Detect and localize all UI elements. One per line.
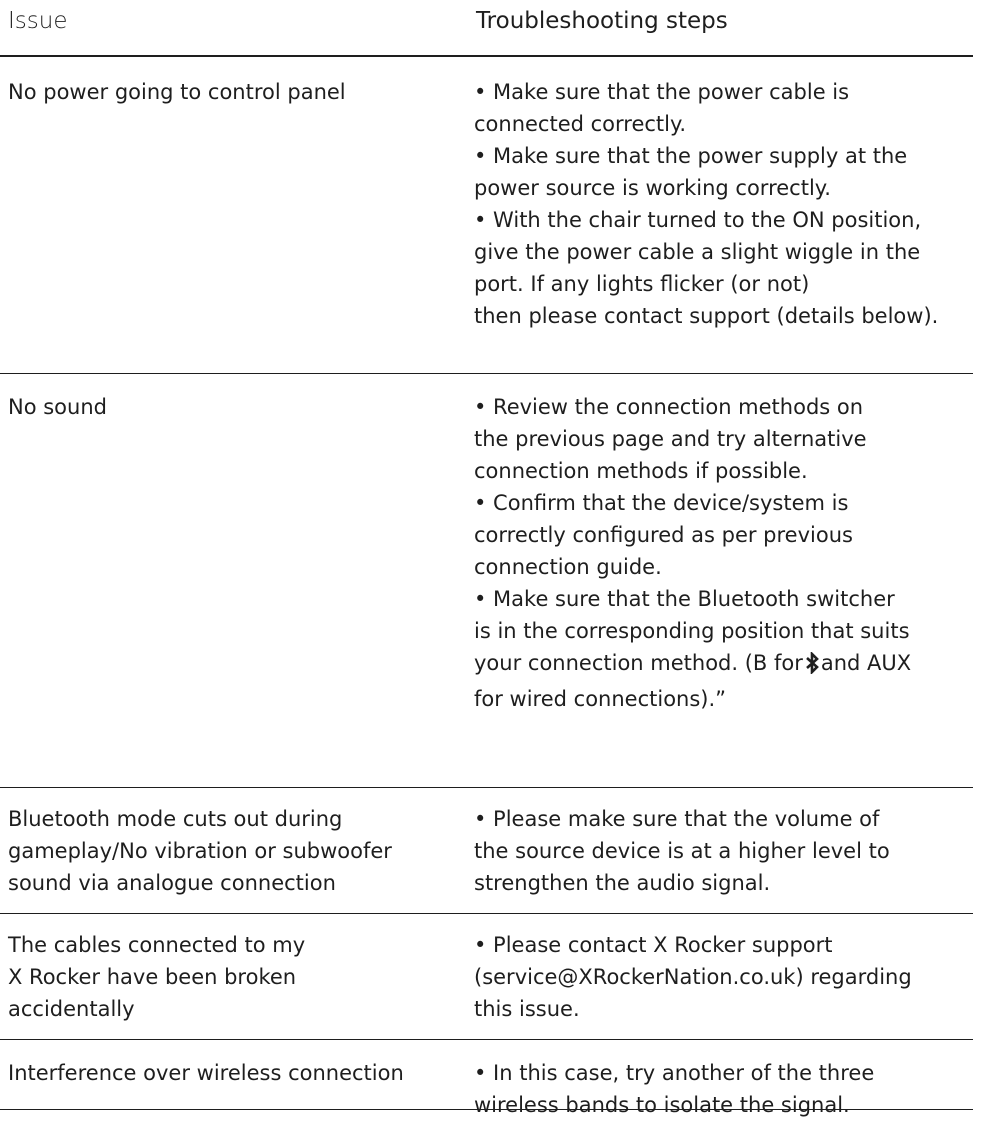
issue-cell: Bluetooth mode cuts out during gameplay/No vibration or subwoofer sound via analogue connection bbox=[8, 807, 392, 895]
steps-cell bbox=[474, 391, 911, 715]
header-issue: Issue bbox=[8, 8, 68, 34]
table-row bbox=[0, 1039, 973, 1117]
table-header bbox=[0, 0, 973, 57]
issue-cell: The cables connected to my X Rocker have been broken accidentally bbox=[8, 933, 306, 1021]
bluetooth-icon bbox=[805, 651, 819, 683]
step-text: • Review the connection methods on the previous page and try alternative connection methods if possible. bbox=[474, 395, 867, 483]
step-text: • In this case, try another of the three wireless bands to isolate the signal. bbox=[474, 1061, 875, 1117]
step-text: • Make sure that the Bluetooth switcher is in the corresponding position that suits your connection method. (B for bbox=[474, 587, 910, 675]
table-row bbox=[0, 913, 973, 1040]
steps-cell bbox=[474, 1057, 874, 1121]
header-troubleshooting-steps: Troubleshooting steps bbox=[476, 8, 728, 34]
step-text: • Please make sure that the volume of the source device is at a higher level to strengthen the audio signal. bbox=[474, 807, 890, 895]
step-text: and AUX for wired connections).” bbox=[474, 651, 912, 711]
issue-cell: No power going to control panel bbox=[8, 80, 346, 104]
step-text: • Make sure that the power supply at the power source is working correctly. bbox=[474, 144, 908, 200]
issue-cell: Interference over wireless connection bbox=[8, 1061, 404, 1085]
table-row bbox=[0, 373, 973, 788]
issue-cell: No sound bbox=[8, 395, 107, 419]
step-text: • Please contact X Rocker support (service@XRockerNation.co.uk) regarding this issue. bbox=[474, 933, 912, 1021]
step-text: • With the chair turned to the ON position, give the power cable a slight wiggle in the port. If any lights flicker (or not) then please contact support (details below). bbox=[474, 208, 939, 328]
step-text: • Make sure that the power cable is connected correctly. bbox=[474, 80, 850, 136]
steps-cell bbox=[474, 803, 890, 899]
table-row bbox=[0, 787, 973, 914]
step-text: • Confirm that the device/system is correctly configured as per previous connection guide. bbox=[474, 491, 853, 579]
table-row bbox=[0, 57, 973, 374]
steps-cell bbox=[474, 76, 938, 332]
steps-cell bbox=[474, 929, 912, 1025]
